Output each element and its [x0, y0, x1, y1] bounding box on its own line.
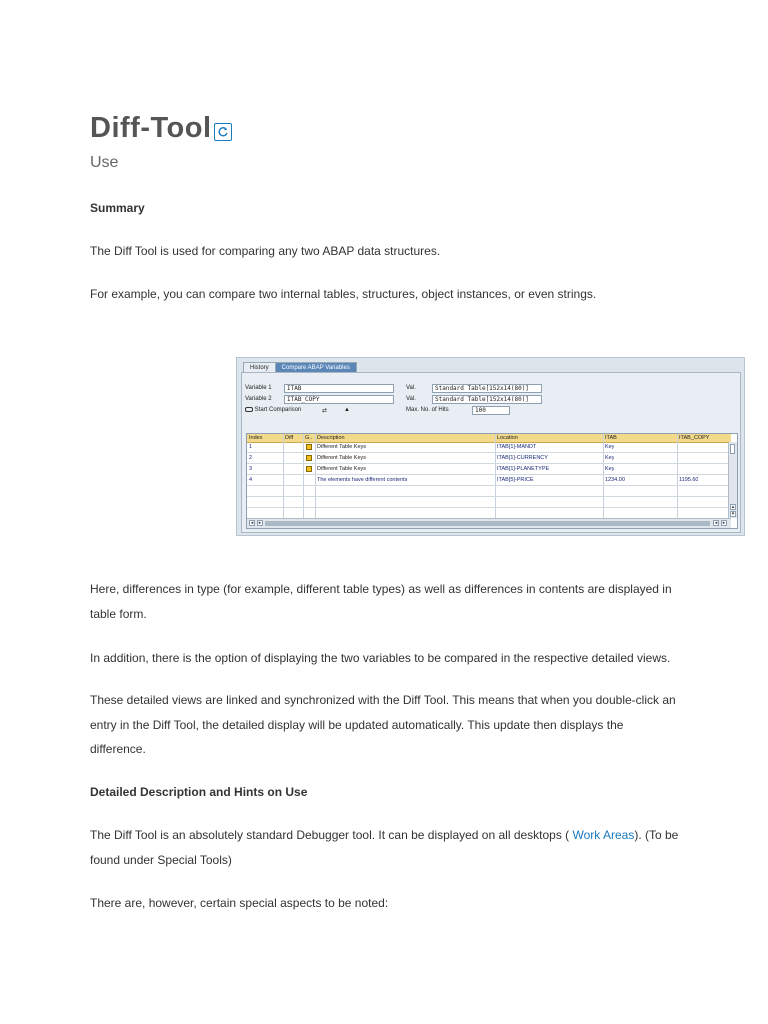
row-description: Different Table Keys	[317, 466, 367, 472]
col-index[interactable]: Index	[249, 435, 263, 441]
row-itab: Key	[605, 455, 615, 461]
work-areas-link[interactable]: Work Areas	[572, 828, 635, 842]
paragraph-1: The Diff Tool is used for comparing any two ABAP data structures.	[90, 244, 441, 258]
row-location: ITAB[1]-CURRENCY	[497, 455, 548, 461]
val1-value: Standard Table[152x14(80)]	[432, 384, 542, 393]
binoculars-icon	[245, 407, 253, 412]
col-itab[interactable]: ITAB	[605, 435, 617, 441]
refresh-icon[interactable]	[214, 123, 232, 141]
paragraph-5: These detailed views are linked and synchronized with the Diff Tool. This means that when you double-click an entry in the Diff Tool, the detailed display will be updated automatically. This update then displays the difference.	[90, 693, 676, 756]
diff-result-table	[246, 433, 738, 529]
table-row[interactable]	[247, 475, 731, 486]
tab-history[interactable]: History	[243, 362, 276, 374]
row-index: 2	[249, 455, 253, 461]
scroll-thumb[interactable]	[730, 444, 735, 454]
variable1-input[interactable]: ITAB	[284, 384, 394, 393]
row-index: 4	[249, 477, 253, 483]
max-hits-input[interactable]: 100	[472, 406, 510, 415]
row-location: ITAB[5]-PRICE	[497, 477, 534, 483]
compare-panel	[241, 372, 741, 533]
scroll-left-icon[interactable]: ◂	[714, 520, 718, 526]
warning-icon	[306, 455, 312, 461]
paragraph-4: In addition, there is the option of displaying the two variables to be compared in the respective detailed views.	[90, 651, 671, 665]
val2-label: Val.	[406, 396, 416, 402]
paragraph-6-after: ). (To be found under Special Tools)	[90, 828, 679, 867]
row-description: Different Table Keys	[317, 455, 367, 461]
table-row[interactable]	[247, 442, 731, 453]
scroll-thumb[interactable]	[265, 521, 710, 526]
table-row-empty	[247, 486, 731, 497]
page-subtitle: Use	[90, 154, 119, 171]
col-itab-copy[interactable]: ITAB_COPY	[679, 435, 710, 441]
swap-icon[interactable]: ⇄	[322, 408, 328, 414]
tab-compare-abap-variables[interactable]: Compare ABAP Variables	[275, 362, 357, 374]
page-title-text: Diff-Tool	[90, 112, 212, 144]
row-location: ITAB[1]-MANDT	[497, 444, 537, 450]
table-row[interactable]	[247, 464, 731, 475]
horizontal-scrollbar[interactable]	[247, 518, 731, 528]
table-row[interactable]	[247, 453, 731, 464]
detail-heading: Detailed Description and Hints on Use	[90, 785, 308, 799]
col-location[interactable]: Location	[497, 435, 518, 441]
row-itab-copy: 1195.60	[679, 477, 699, 483]
scroll-up-icon[interactable]: ▴	[731, 504, 735, 510]
scroll-right-icon[interactable]: ▸	[722, 520, 726, 526]
row-index: 3	[249, 466, 253, 472]
row-index: 1	[249, 444, 253, 450]
paragraph-6	[90, 823, 680, 872]
max-hits-label: Max. No. of Hits	[406, 407, 449, 413]
start-comparison-button[interactable]	[245, 407, 301, 413]
col-description[interactable]: Description	[317, 435, 345, 441]
val1-label: Val.	[406, 385, 416, 391]
scroll-right-icon[interactable]: ▸	[258, 520, 262, 526]
row-description: Different Table Keys	[317, 444, 367, 450]
paragraph-7: There are, however, certain special aspects to be noted:	[90, 896, 389, 910]
row-itab: Key	[605, 466, 615, 472]
summary-heading: Summary	[90, 201, 145, 215]
col-g[interactable]: G..	[305, 435, 313, 441]
scroll-down-icon[interactable]: ▾	[731, 511, 735, 517]
scroll-left-icon[interactable]: ◂	[250, 520, 254, 526]
row-itab: 1234.00	[605, 477, 625, 483]
start-comparison-label: Start Comparison	[254, 407, 302, 414]
val2-value: Standard Table[152x14(80)]	[432, 395, 542, 404]
paragraph-6-before: The Diff Tool is an absolutely standard Debugger tool. It can be displayed on all desktops (	[90, 828, 573, 842]
vertical-scrollbar[interactable]	[728, 442, 737, 518]
row-location: ITAB[1]-PLANETYPE	[497, 466, 550, 472]
warning-icon	[306, 466, 312, 472]
diff-tool-screenshot	[236, 357, 745, 536]
warning-icon	[306, 444, 312, 450]
col-diff[interactable]: Diff	[285, 435, 294, 441]
variable1-label: Variable 1	[245, 385, 272, 391]
tab-strip	[243, 362, 356, 372]
triangle-up-icon[interactable]: ▲	[344, 407, 350, 413]
page-title	[90, 112, 232, 145]
row-itab: Key	[605, 444, 615, 450]
variable2-label: Variable 2	[245, 396, 272, 402]
row-description: The elements have different contents	[317, 477, 408, 483]
table-row-empty	[247, 497, 731, 508]
paragraph-2: For example, you can compare two internal tables, structures, object instances, or even strings.	[90, 287, 597, 301]
paragraph-3: Here, differences in type (for example, different table types) as well as differences in contents are displayed in table form.	[90, 582, 672, 621]
variable2-input[interactable]: ITAB_COPY	[284, 395, 394, 404]
